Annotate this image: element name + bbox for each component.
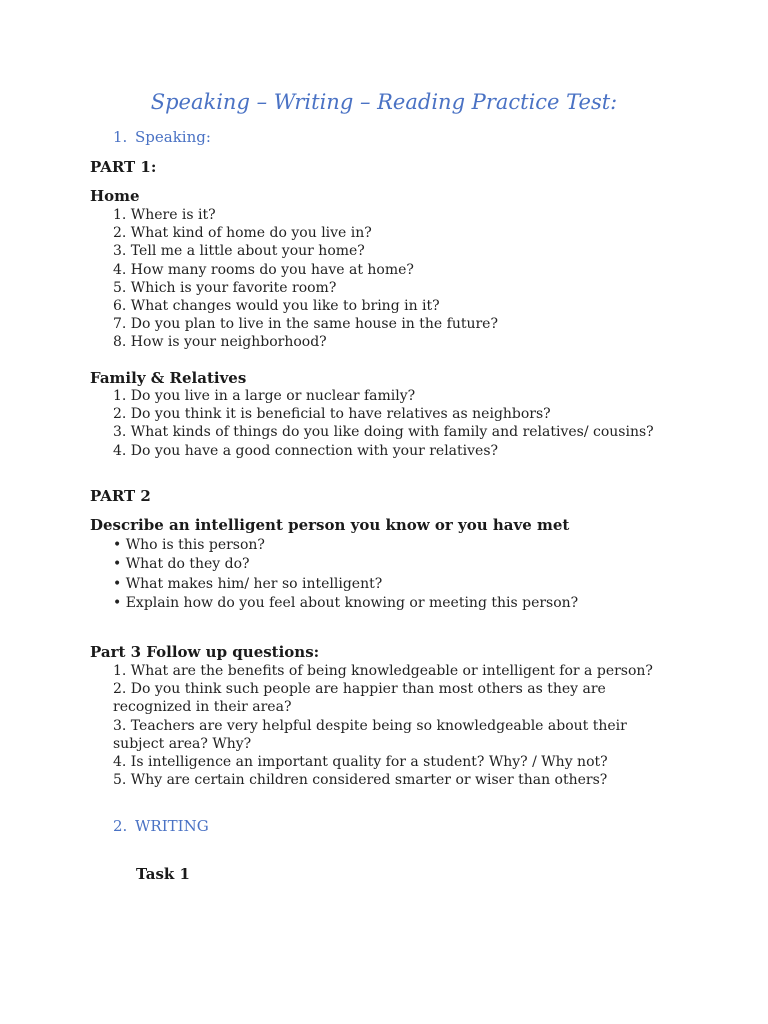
list-item: 5. Which is your favorite room?: [113, 279, 337, 296]
list-item: 2. What kind of home do you live in?: [113, 225, 372, 242]
list-item: 1. Do you live in a large or nuclear family?: [113, 388, 416, 404]
part2-topic-heading: Describe an intelligent person you know or you have met: [90, 516, 570, 534]
list-item: 3. Tell me a little about your home?: [113, 243, 365, 260]
list-item: • Who is this person?: [113, 537, 265, 553]
list-item: 4. Is intelligence an important quality for a student? Why? / Why not?: [113, 754, 608, 771]
section-number: 2.: [113, 817, 128, 835]
list-item: • What do they do?: [113, 556, 250, 573]
task-heading: Task 1: [136, 865, 190, 883]
list-item: 2. Do you think such people are happier than most others as they are recognized in their area?: [113, 681, 606, 716]
list-item: 3. What kinds of things do you like doing with family and relatives/ cousins?: [113, 424, 654, 441]
part3-question-list: [113, 662, 678, 789]
list-item: • Explain how do you feel about knowing or meeting this person?: [113, 594, 579, 611]
part1-heading: PART 1:: [90, 158, 157, 176]
list-item: 2. Do you think it is beneficial to have relatives as neighbors?: [113, 406, 551, 423]
part2-bullet-list: [113, 536, 713, 613]
list-item: 4. Do you have a good connection with your relatives?: [113, 442, 499, 459]
home-question-list: [113, 206, 713, 352]
part3-heading: Part 3 Follow up questions:: [90, 643, 320, 661]
list-item: 1. What are the benefits of being knowledgeable or intelligent for a person?: [113, 663, 653, 679]
part2-heading: PART 2: [90, 487, 151, 505]
section-heading-speaking: [113, 128, 211, 146]
home-heading: Home: [90, 187, 140, 205]
list-item: 3. Teachers are very helpful despite being so knowledgeable about their subject area? Why?: [113, 717, 627, 752]
list-item: 7. Do you plan to live in the same house in the future?: [113, 316, 498, 333]
section-number: 1.: [113, 128, 128, 146]
list-item: 4. How many rooms do you have at home?: [113, 261, 414, 278]
family-heading: Family & Relatives: [90, 369, 247, 387]
list-item: 6. What changes would you like to bring in it?: [113, 298, 440, 315]
section-label: WRITING: [135, 817, 209, 835]
list-item: • What makes him/ her so intelligent?: [113, 575, 383, 592]
list-item: 8. How is your neighborhood?: [113, 334, 327, 351]
section-label: Speaking:: [135, 128, 211, 146]
list-item: 5. Why are certain children considered smarter or wiser than others?: [113, 772, 608, 789]
list-item: 1. Where is it?: [113, 207, 216, 223]
section-heading-writing: [113, 817, 209, 835]
page-title: Speaking – Writing – Reading Practice Test:: [150, 90, 618, 114]
family-question-list: [113, 387, 713, 460]
